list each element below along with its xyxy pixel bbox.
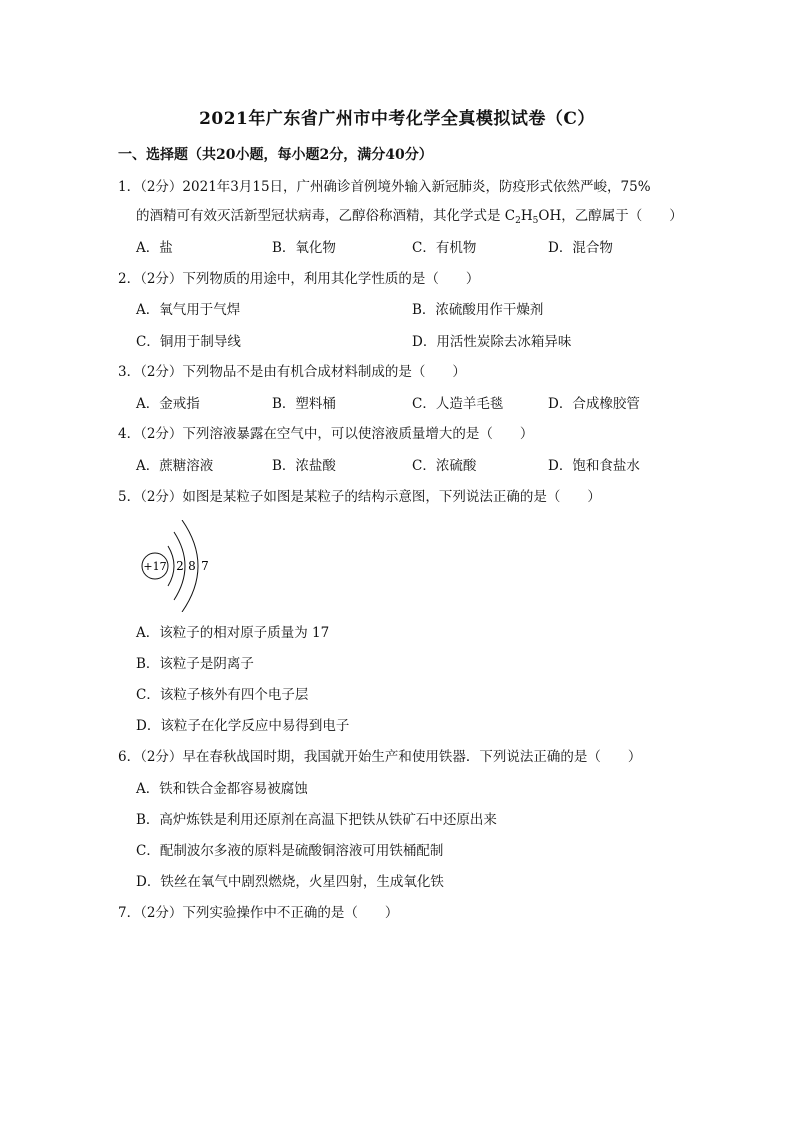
q1-option-c: C．有机物 (412, 240, 477, 256)
section-heading: 一、选择题（共20小题，每小题2分，满分40分） (118, 147, 433, 163)
q6-option-c: C．配制波尔多液的原料是硫酸铜溶液可用铁桶配制 (136, 843, 444, 859)
q6-option-a: A．铁和铁合金都容易被腐蚀 (136, 781, 308, 797)
nucleus-charge: +17 (143, 560, 167, 573)
question-7-text: 7．（2分）下列实验操作中不正确的是（ ） (118, 905, 399, 921)
atom-structure-diagram (138, 520, 218, 612)
page-title: 2021年广东省广州市中考化学全真模拟试卷（C） (199, 109, 595, 129)
q2-option-a: A．氧气用于气焊 (136, 302, 241, 318)
shell-3-electrons: 7 (201, 559, 209, 573)
question-6-text: 6．（2分）早在春秋战国时期，我国就开始生产和使用铁器．下列说法正确的是（ ） (118, 749, 642, 765)
question-4-text: 4．（2分）下列溶液暴露在空气中，可以使溶液质量增大的是（ ） (118, 426, 534, 442)
q2-option-c: C．铜用于制导线 (136, 334, 241, 350)
q3-option-d: D．合成橡胶管 (548, 396, 640, 412)
q6-option-d: D．铁丝在氧气中剧烈燃烧，火星四射，生成氧化铁 (136, 874, 444, 890)
q1-option-b: B．氧化物 (272, 240, 336, 256)
q1-option-a: A．盐 (136, 240, 173, 256)
q5-option-d: D．该粒子在化学反应中易得到电子 (136, 718, 350, 734)
q1-option-d: D．混合物 (548, 240, 613, 256)
q2-option-d: D．用活性炭除去冰箱异味 (412, 334, 572, 350)
q5-option-c: C．该粒子核外有四个电子层 (136, 687, 309, 703)
q3-option-c: C．人造羊毛毯 (412, 396, 504, 412)
q4-option-d: D．饱和食盐水 (548, 458, 640, 474)
question-2-text: 2．（2分）下列物质的用途中，利用其化学性质的是（ ） (118, 271, 480, 287)
q4-option-a: A．蔗糖溶液 (136, 458, 214, 474)
q5-option-a: A．该粒子的相对原子质量为 17 (136, 625, 330, 641)
shell-1-electrons: 2 (176, 559, 184, 573)
q6-option-b: B．高炉炼铁是利用还原剂在高温下把铁从铁矿石中还原出来 (136, 812, 497, 828)
question-5-text: 5．（2分）如图是某粒子如图是某粒子的结构示意图，下列说法正确的是（ ） (118, 489, 601, 505)
electron-shell-1 (168, 546, 174, 586)
shell-2-electrons: 8 (188, 559, 196, 573)
question-1-text-cont: 的酒精可有效灭活新型冠状病毒，乙醇俗称酒精，其化学式是 $C_2H_5OH$，乙醇属于（ ） (136, 208, 683, 226)
q4-option-b: B．浓盐酸 (272, 458, 336, 474)
q3-option-b: B．塑料桶 (272, 396, 336, 412)
q4-option-c: C．浓硫酸 (412, 458, 477, 474)
question-3-text: 3．（2分）下列物品不是由有机合成材料制成的是（ ） (118, 364, 466, 380)
q2-option-b: B．浓硫酸用作干燥剂 (412, 302, 544, 318)
question-1-text: 1．（2分）2021年3月15日，广州确诊首例境外输入新冠肺炎，防疫形式依然严峻，75% (118, 179, 651, 195)
q5-option-b: B．该粒子是阴离子 (136, 656, 254, 672)
q3-option-a: A．金戒指 (136, 396, 200, 412)
